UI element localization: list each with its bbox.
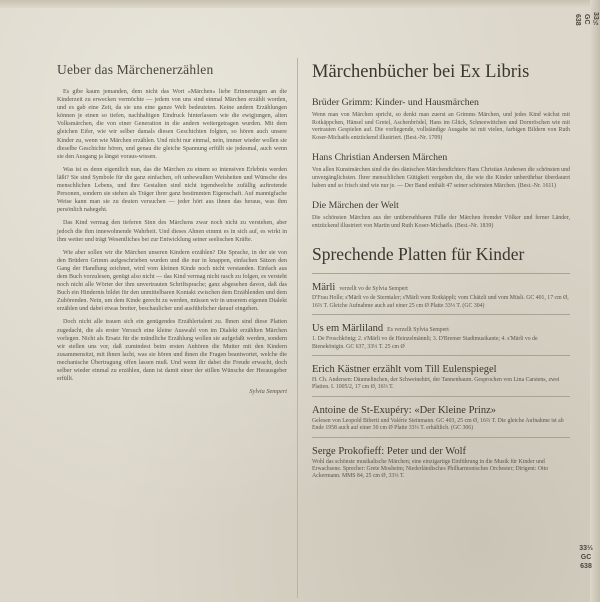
record-description: Wohl das schönste musikalische Märchen; eine einzigartige Einführung in die Musik für Kinder und Erwachsene. Sprecher: Grete Mosheim; Niederländisches Philharmonisches Orchester; Dirigent: Otto Ackermann. MMS 84, 25 cm Ø, 33⅓ T.: [312, 458, 549, 480]
left-column: [57, 62, 287, 395]
record-description: D'Frau Holle; s'Märli vo de Sterntaler; s'Märli vom Rotkäppli; vom Chätzli und vom Müsli. GC 401, 17 cm Ø, 16⅔ T. Gleiche Aufnahme auch auf einer 25 cm Ø Platte 33⅓ T. (GC 304): [312, 295, 569, 309]
catalog-number-bottom: [578, 544, 594, 571]
essay-paragraph: Was ist es denn eigentlich nun, das die Märchen zu einem so intensiven Erlebnis werden läßt? Sie sind Symbole für die ganz einfachen, oft unbewußten Weisheiten und Wünsche des menschlichen Lebens, und ihre Gestalten sind nicht irgendwelche zufällig auftretende Personen, sondern sie stehen als Träger ihrer ganz bestimmten Eigenschaft. Auf mannigfache Weise kann man sie zu deuten versuchen — jeder hört aus ihnen das heraus, was ihm persönlich nahegeht.: [57, 166, 287, 214]
record-title-text: Serge Prokofieff: Peter und der Wolf: [312, 445, 466, 457]
book-title: Hans Christian Andersen Märchen: [312, 152, 448, 164]
record-title: [312, 446, 570, 457]
record-entry: [312, 273, 570, 310]
sleeve-right-edge: [590, 0, 600, 602]
book-entry: [312, 152, 570, 190]
record-narrator: verzellt vo de Sylvia Sempert: [339, 286, 408, 293]
catalog-label: GC: [580, 554, 592, 561]
record-title: [312, 364, 570, 375]
book-description: Wenn man von Märchen spricht, so denkt man zuerst an Grimms Märchen, und jedes Kind wächst mit Rotkäppchen, Hänsel und Gretel, Aschenbrödel, Hans im Glück, Schneewittchen und Dornröschen wie mit vertrauten Gespielen auf. Die vorliegende, vollständige Ausgabe ist mit vielen, farbigen Bildern von Ruth Koser-Michaëls entzückend illustriert. (Best.-Nr. 1709): [312, 112, 570, 141]
essay-paragraph: Das Kind vermag den tieferen Sinn des Märchens zwar noch nicht zu verstehen, aber jedoch die ihm innewohnende Wahrheit. Und dieses Ahnen eimmt es in sich auf, es wirkt in ihm weiter und trägt Wesentliches bei zur Entwicklung seiner seelischen Kräfte.: [57, 220, 287, 243]
catalog-number: 638: [574, 13, 581, 26]
record-title-text: Märli: [312, 282, 336, 294]
book-title: Brüder Grimm: Kinder- und Hausmärchen: [312, 97, 479, 108]
book-description: Von allen Kunstmärchen sind die des dänischen Märchendichters Hans Christian Andersen die schönsten und unvergänglichsten. Ihrer menschlichen Gütigkeit vergehen die, die wie die Kinder unberührbar überdauert haben und so frisch sind wie nur je. — Der Band enthält 47 seiner schönsten Märchen. (Best.-Nr. 1611): [312, 167, 570, 189]
entry-rule: [312, 355, 570, 356]
essay-signature: Sylvia Sempert: [249, 388, 287, 396]
book-title: Die Märchen der Welt: [312, 200, 399, 212]
book-entry: [312, 200, 570, 230]
entry-rule: [312, 314, 570, 315]
record-title-text: Erich Kästner erzählt vom Till Eulenspiegel: [312, 363, 497, 375]
record-description: H. Ch. Andersen: Däumelinchen, der Schweinehirt, der Tannenbaum. Gesprochen von Lina Carstens, zwei Platten. I. 1005/2, 17 cm Ø, 16⅔ T.: [312, 376, 560, 391]
catalog-label: GC: [583, 14, 590, 25]
record-narrator: Es verzellt Sylvia Sempert: [387, 327, 449, 334]
catalog-speed: 33⅓: [592, 12, 599, 27]
books-heading: Märchenbücher bei Ex Libris: [312, 62, 530, 82]
entry-rule: [312, 273, 570, 274]
essay-paragraph: Doch nicht alle trauen sich ein genügendes Erzählertalent zu. Ihnen sind diese Platten zugedacht, die als erster Versuch eine kleine Auswahl von im Dialekt erzählten Märchen vorlegen. Nicht als Ersatz für die mündliche Erzählung wollen sie aufgefaßt werden, sondern wir stellen uns vor, daß zumindest beim ersten Anhören die Mutter mit den Kindern zusammensitzt, mit ihnen lacht, was sie hören und ihnen die Fragen beantwortet, welche die mechanische Übertragung offen lassen muß. Und wenn ihr dabei die Freude erwacht, doch selber wieder einmal zu erzählen, dann ist damit einer der stillen Wünsche der Herausgeber erfüllt.: [57, 319, 287, 383]
record-entry: [312, 355, 570, 392]
book-entry: [312, 97, 570, 142]
catalog-number-top: [574, 12, 600, 27]
entry-rule: [312, 396, 570, 397]
record-title-text: Us em Märliland: [312, 323, 384, 335]
records-heading: Sprechende Platten für Kinder: [312, 244, 525, 265]
record-title: [312, 323, 570, 334]
essay-paragraph: Wie aber sollen wir die Märchen unseren Kindern erzählen? Die Sprache, in der sie von den Brüdern Grimm aufgeschrieben wurden und die nur in knappen, einfachen Sätzen den Gang der Handlung zeichnet, wird vom kleinen Kinde noch nicht verstanden. Einfach aus dem Buch vorzulesen, genügt also nicht — das Kind vermag nicht rasch zu folgen, es versteht noch nicht alle Wörter der ihm unvertrauten Schriftsprache; ganz abgesehen davon, daß das Buch ein Hindernis bildet für den unmittelbaren Kontakt zwischen dem Erzählenden und dem Zuhörenden. Nein, um dem Kinde gerecht zu werden, müssen wir in unserem eigenen Dialekt erzählen und dabei etwas breiter, beschaulicher und ausführlicher darauf eingehen.: [57, 249, 287, 313]
entry-rule: [312, 437, 570, 438]
column-divider: [297, 58, 298, 598]
book-description: Die schönsten Märchen aus der unübersehbaren Fülle der Märchen fremder Völker und ferner Länder, entzückend illustriert von Martin und Ruth Koser-Michaëls. (Best.-Nr. 1839): [312, 215, 570, 229]
record-entry: [312, 314, 570, 351]
essay-paragraph: Es gibe kaum jemanden, dem nicht das Wort «Märchen» liebe Erinnerungen an die Kinderzeit zu erwecken vermöchte — jedem von uns sind einmal Märchen erzählt worden, und es gab eine Zeit, da sie uns eine ganze Welt bedeuteten. Keine andern Erzählungen können je einen so tiefen, nachhaltigen Eindruck hinterlassen wie die ewigjungen, alten Volksmärchen, die von einer Generation in die andern weitergetragen wurden. Mit dem gleichen Eifer, wie wir selber damals diesen Geschichten folgten, so hören auch unsere Kinder zu, wenn wie Märchen erzählen. Und nicht nur einmal, nein, immer wieder wollen sie dieselbe Geschichte hören, und genau die gleiche Spannung erfüllt sie jedesmal, auch wenn sie den Ausgang ja längst voraus-wissen.: [57, 89, 287, 160]
record-title: [312, 405, 570, 416]
record-entry: [312, 396, 570, 433]
record-title: [312, 282, 570, 293]
left-heading: Ueber das Märchenerzählen: [57, 62, 214, 77]
record-description: 1. De Froschkönig; 2. s'Märli vo de Heinzelmännli; 3. D'Bremer Stadtmusikante; 4. s'Märli vo de Bienekönigin. GC 637, 33⅓ T. 25 cm Ø: [312, 336, 538, 350]
record-title-text: Antoine de St-Exupéry: «Der Kleine Prinz»: [312, 404, 496, 416]
sleeve-top-edge: [0, 0, 600, 8]
record-description: Gelesen von Leopold Biberti und Valérie Steinmann. GC 403, 25 cm Ø, 16⅔ T. Die gleiche Aufnahme ist ab Ende 1958 auch auf einer 30 cm Ø Platte 33⅓ T. erhältlich. (GC 306): [312, 417, 564, 432]
right-column: [312, 62, 570, 481]
catalog-number: 638: [580, 563, 592, 570]
record-entry: [312, 437, 570, 481]
catalog-speed: 33⅓: [579, 545, 593, 552]
